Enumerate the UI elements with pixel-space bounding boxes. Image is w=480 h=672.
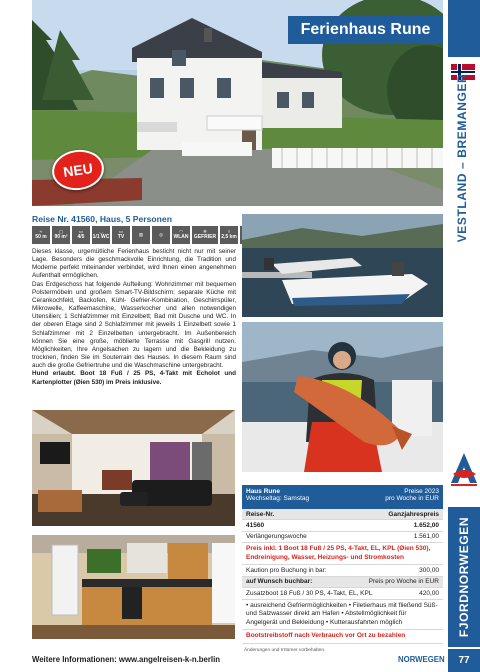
region-label: VESTLAND – BREMANGER	[455, 73, 469, 243]
house-name: Haus Rune	[246, 488, 280, 495]
col-year-price: Ganzjahrespreis	[388, 510, 439, 518]
section-label: FJORDNORWEGEN	[457, 516, 471, 638]
wlan-icon: ◠ WLAN	[172, 226, 190, 244]
distance-icon: ≈ 50 m	[32, 226, 50, 244]
amenity-icons	[32, 226, 258, 244]
extra-boat-value: 420,00	[419, 589, 439, 597]
description-details: Das Erdgeschoss hat folgende Aufteilung: Wohnzimmer mit bequemen Polstermöbeln und großem Smart-TV-Bildschirm; separate Küche mit Cerankochfeld, Backofen, Kühl- Gefrier-Kombination, Geschirrspüler, Mikrowelle, Kaffeemaschine, Wasserkocher und allen notwendigen Utensilien; 1 Schlafzimmer mit Einzelbett; Bad mit Dusche und WC. In der oberen Etage sind 2 Schlafzimmer mit jeweils 1 Einzelbett sowie 1 Schlafzimmer mit 2 Einzelbetten untergebracht. Im Außenbereich können Sie eine große, möblierte Terrasse mit Gasgrill nutzen. Möglichkeiten, Ihre Angelsachen zu lagern und die Bekleidung zu trocknen, finden Sie im Souterrain des Hauses. In diesem Raum sind auch die große Gefriertruhe und die Waschmaschine untergebracht.	[32, 280, 236, 370]
features-list: • ausreichend Gefriermöglichkeiten • Filetierhaus mit fließend Süß- und Salzwasser direkt am Hafen • Abstellmöglichkeit für Angelgerät und Bekleidung • Kutterausfahrten möglich	[242, 600, 443, 631]
trip-title: Reise Nr. 41560, Haus, 5 Personen	[32, 214, 172, 224]
dishwasher-icon: ▥	[132, 226, 150, 244]
prices-year: Preise 2023	[404, 488, 439, 495]
angler-photo	[242, 322, 443, 472]
new-badge: NEU	[49, 147, 106, 194]
row-label: 41560	[246, 522, 265, 530]
extra-boat-label: Zusatzboot 18 Fuß / 30 PS, 4-Takt, EL, KPL	[246, 589, 373, 597]
deposit-value: 300,00	[419, 567, 439, 575]
bathroom-icon: ◡ 1/1 WC	[92, 226, 110, 244]
washing-machine-icon: ◎	[152, 226, 170, 244]
fuel-note: Bootstreibstoff nach Verbrauch vor Ort zu bezahlen	[242, 630, 443, 644]
bookable-header-row	[242, 577, 443, 588]
page-number: 77	[448, 649, 480, 672]
bookable-label: auf Wunsch buchbar:	[246, 578, 313, 586]
table-row	[242, 520, 443, 531]
tv-icon: ▭ TV	[112, 226, 130, 244]
row-value: 1.652,00	[413, 522, 439, 530]
kitchen-photo	[32, 535, 235, 639]
description-intro: Dieses klasse, urgemütliche Ferienhaus besticht nicht nur mit seiner Lage. Besonders die geschmackvolle Einrichtung, die Tradition und Moderne perfekt miteinander verbindet, wird Ihnen einen angenehmen Aufenthalt ermöglichen.	[32, 248, 236, 280]
change-day: Wechseltag: Samstag	[246, 495, 310, 502]
cart-icon: ▿ 2,5 km	[220, 226, 238, 244]
area-icon: ▢ 90 m²	[52, 226, 70, 244]
description	[32, 248, 236, 387]
price-table-header	[242, 485, 443, 509]
footer-info: Weitere Informationen: www.angelreisen-k-n.berlin	[32, 655, 221, 664]
description-boat: Hund erlaubt. Boot 18 Fuß / 25 PS, 4-Takt mit Echolot und Kartenplotter (Øien 530) im Preis inklusive.	[32, 370, 236, 386]
extra-boat-row	[242, 588, 443, 599]
boat-photo	[242, 214, 443, 317]
rail-top-bar	[448, 0, 480, 57]
deposit-row	[242, 565, 443, 576]
gefrier-icon: ❄ GEFRIER	[192, 226, 218, 244]
row-value: 1.561,00	[413, 533, 439, 541]
row-label: Verlängerungswoche	[246, 533, 307, 541]
disclaimer: Änderungen und Irrtümer vorbehalten.	[244, 647, 326, 653]
deposit-label: Kaution pro Buchung in bar:	[246, 567, 327, 575]
col-trip-number: Reise-Nr.	[246, 510, 275, 518]
table-row	[242, 532, 443, 543]
footer-country: NORWEGEN	[398, 655, 445, 664]
bookable-per-week: Preis pro Woche in EUR	[368, 578, 439, 586]
angelreisen-logo-icon	[449, 452, 479, 486]
table-header-row	[242, 509, 443, 520]
page-title: Ferienhaus Rune	[288, 16, 443, 44]
bedroom-icon: ▭ 4/5	[72, 226, 90, 244]
living-room-photo	[32, 410, 235, 526]
price-table	[242, 485, 443, 653]
included-note: Preis inkl. 1 Boot 18 Fuß / 25 PS, 4-Takt, EL, KPL (Øien 530), Endreinigung, Wasser, Heizungs- und Stromkosten	[242, 543, 443, 565]
per-week: pro Woche in EUR	[385, 495, 439, 502]
